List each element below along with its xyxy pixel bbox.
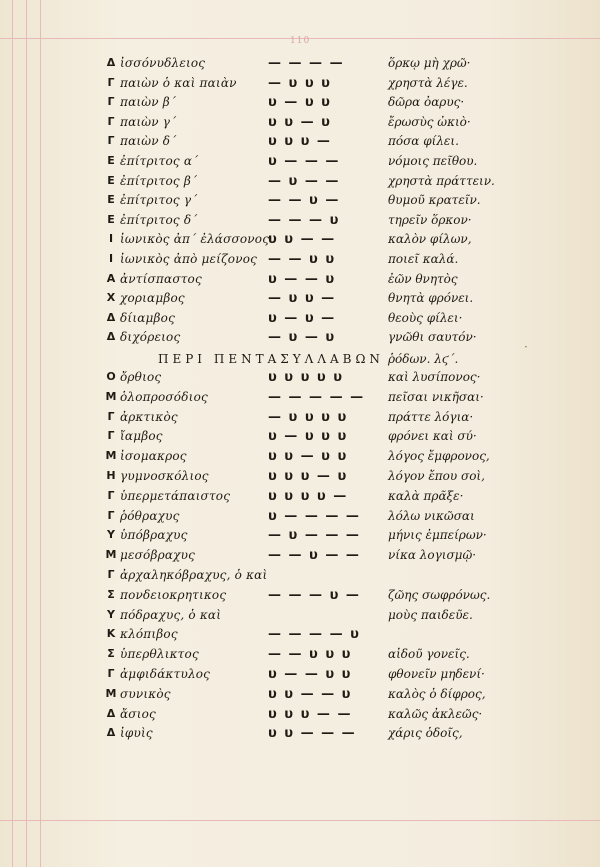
meter-pattern: — — υ — — bbox=[268, 548, 361, 564]
table-row bbox=[0, 568, 600, 588]
row-label: Ι bbox=[108, 232, 114, 246]
meter-name: ἀρχαληκόβραχυς, ὁ καὶ bbox=[120, 568, 268, 582]
section-heading-example: ῥόδων. λϛ΄. bbox=[388, 352, 459, 366]
row-label: Γ bbox=[107, 429, 115, 443]
meter-pattern: υ υ — — bbox=[268, 232, 336, 248]
meter-pattern: υ — — — bbox=[268, 154, 340, 169]
meter-name: ὁλοπροσόδιος bbox=[120, 389, 208, 404]
table-row bbox=[0, 272, 600, 292]
meter-name: ἀμφιδάκτυλος bbox=[120, 667, 211, 681]
row-label: Ο bbox=[106, 370, 116, 383]
meter-pattern: υ υ υ — υ bbox=[268, 469, 348, 484]
example-phrase: ἔρωσὺς ὠκιὸ· bbox=[388, 114, 471, 129]
example-phrase: φρόνει καὶ σύ· bbox=[388, 429, 477, 444]
example-phrase: καλὸν φίλων, bbox=[388, 232, 472, 247]
meter-name: κλόπιβος bbox=[120, 627, 178, 642]
meter-pattern: — υ — υ bbox=[268, 330, 336, 346]
meter-name: συνικὸς bbox=[120, 686, 171, 701]
meter-name: ἐπίτριτος γ΄ bbox=[120, 193, 198, 208]
table-row bbox=[0, 489, 600, 509]
table-row bbox=[0, 252, 600, 272]
meter-pattern: υ υ υ — — bbox=[268, 706, 352, 722]
row-label: Υ bbox=[107, 528, 115, 542]
meter-pattern: υ υ — υ bbox=[268, 114, 332, 130]
example-phrase: ζῶης σωφρόνως. bbox=[388, 587, 491, 602]
meter-name: ἐπίτριτος δ΄ bbox=[120, 212, 198, 227]
example-phrase: καλῶς ἀκλεῶς· bbox=[388, 706, 483, 721]
meter-name: ὑπερθλικτος bbox=[120, 647, 199, 662]
row-label: Δ bbox=[106, 330, 116, 344]
meter-name: ἰφυὶς bbox=[120, 726, 153, 741]
row-label: Γ bbox=[107, 134, 115, 148]
row-label: Δ bbox=[106, 726, 116, 740]
row-label: Ε bbox=[107, 173, 115, 187]
meter-pattern: — — υ υ υ bbox=[268, 647, 352, 663]
meter-pattern: — — — — bbox=[268, 56, 345, 71]
row-label: Η bbox=[106, 469, 116, 482]
example-phrase: πράττε λόγια· bbox=[388, 409, 474, 424]
row-label: Μ bbox=[105, 389, 117, 403]
example-phrase: πόσα φίλει. bbox=[388, 134, 459, 149]
table-row bbox=[0, 687, 600, 707]
row-label: Ε bbox=[107, 212, 115, 226]
meter-name: παιὼν β΄ bbox=[120, 95, 177, 110]
table-row bbox=[0, 449, 600, 469]
meter-name: ἰσομακρος bbox=[120, 449, 187, 464]
stray-dot: · bbox=[524, 340, 528, 354]
table-row bbox=[0, 232, 600, 252]
row-label: Δ bbox=[106, 56, 116, 69]
meter-pattern: υ — — υ υ bbox=[268, 667, 352, 682]
table-row bbox=[0, 667, 600, 687]
table-row bbox=[0, 311, 600, 331]
meter-pattern: υ — υ — bbox=[268, 310, 336, 326]
table-row bbox=[0, 707, 600, 727]
example-phrase: λόλω νικῶσαι bbox=[388, 508, 475, 523]
row-label: Γ bbox=[107, 508, 115, 522]
meter-pattern: — υ υ υ bbox=[268, 75, 332, 91]
meter-pattern: υ — υ υ υ bbox=[268, 429, 348, 445]
example-phrase: λόγος ἔμφρονος, bbox=[388, 449, 490, 464]
example-phrase: πεῖσαι νικῆσαι· bbox=[388, 389, 484, 404]
meter-name: ἐπίτριτος β΄ bbox=[120, 173, 198, 188]
table-row bbox=[0, 193, 600, 213]
example-phrase: φθονεῖν μηδενί· bbox=[388, 667, 485, 681]
table-row bbox=[0, 76, 600, 96]
meter-pattern: — — — υ bbox=[268, 212, 340, 228]
row-label: Κ bbox=[106, 627, 116, 641]
table-row bbox=[0, 390, 600, 410]
meter-name: ὑπόβραχυς bbox=[120, 528, 188, 543]
row-label: Μ bbox=[105, 686, 117, 700]
example-phrase: τηρεῖν ὅρκον· bbox=[388, 212, 472, 227]
example-phrase: καλὰ πρᾶξε· bbox=[388, 488, 464, 503]
example-phrase: λόγον ἔπου σοὶ, bbox=[388, 469, 485, 483]
table-row bbox=[0, 588, 600, 608]
meter-name: ὑπερμετάπαιστος bbox=[120, 488, 231, 503]
meter-name: ἰωνικὸς ἀπὸ μείζονος bbox=[120, 252, 258, 266]
meter-pattern: — — υ υ bbox=[268, 252, 336, 267]
table-row bbox=[0, 95, 600, 115]
example-phrase: ἐῶν θνητὸς bbox=[388, 271, 458, 286]
row-label: Γ bbox=[107, 75, 115, 89]
table-row bbox=[0, 509, 600, 529]
meter-name: διχόρειος bbox=[120, 330, 181, 345]
row-label: Γ bbox=[107, 95, 115, 109]
footer-rule bbox=[0, 820, 600, 821]
example-phrase: νόμοις πεῖθου. bbox=[388, 154, 478, 168]
row-label: Ι bbox=[108, 252, 114, 265]
meter-pattern: — υ — — — bbox=[268, 528, 361, 544]
table-row bbox=[0, 469, 600, 489]
meter-pattern: υ υ υ — bbox=[268, 134, 332, 150]
table-row bbox=[0, 528, 600, 548]
table-row bbox=[0, 330, 600, 350]
section-heading: ΠΕΡΙ ΠΕΝΤΑΣΥΛΛΑΒΩΝ bbox=[158, 352, 384, 366]
example-phrase: χρηστὰ πράττειν. bbox=[388, 173, 495, 188]
meter-pattern: — — υ — bbox=[268, 193, 340, 209]
example-phrase: θεοὺς φίλει· bbox=[388, 310, 463, 325]
table-row bbox=[0, 726, 600, 746]
meter-pattern: υ υ υ υ — bbox=[268, 488, 348, 504]
table-row bbox=[0, 410, 600, 430]
example-phrase: χρηστὰ λέγε. bbox=[388, 75, 468, 90]
row-label: Υ bbox=[107, 607, 115, 621]
example-phrase: χάρις ὁδοῖς, bbox=[388, 726, 463, 741]
example-phrase: μήνις ἐμπείρων· bbox=[388, 528, 487, 543]
meter-pattern: — υ υ υ υ bbox=[268, 409, 348, 425]
table-row bbox=[0, 647, 600, 667]
row-label: Μ bbox=[105, 548, 117, 562]
row-label: Γ bbox=[107, 568, 115, 581]
meter-name: παιὼν γ΄ bbox=[120, 114, 177, 129]
row-label: Μ bbox=[105, 449, 117, 463]
meter-pattern: υ — — υ bbox=[268, 271, 336, 287]
table-row bbox=[0, 370, 600, 390]
meter-name: ἀντίσπαστος bbox=[120, 271, 202, 286]
table-row bbox=[0, 548, 600, 568]
meter-pattern: υ υ — υ υ bbox=[268, 449, 348, 465]
example-phrase: θνητὰ φρόνει. bbox=[388, 291, 474, 306]
meter-name: πονδειοκρητικος bbox=[120, 587, 227, 602]
meter-pattern: υ υ υ υ υ bbox=[268, 370, 344, 385]
table-row bbox=[0, 429, 600, 449]
meter-name: ῥόθραχυς bbox=[120, 508, 180, 523]
meter-name: μεσόβραχυς bbox=[120, 548, 196, 563]
example-phrase: μοὺς παιδεῦε. bbox=[388, 607, 473, 622]
meter-name: δίιαμβος bbox=[120, 310, 176, 325]
row-label: Χ bbox=[106, 291, 116, 305]
meter-name: γυμνοσκόλιος bbox=[120, 469, 209, 483]
row-label: Δ bbox=[106, 310, 116, 324]
row-label: Α bbox=[106, 271, 116, 285]
example-phrase: γνῶθι σαυτόν· bbox=[388, 330, 477, 345]
row-label: Ε bbox=[107, 154, 115, 167]
meter-name: ἰωνικὸς ἀπ΄ ἐλάσσονος bbox=[120, 232, 270, 247]
meter-name: ἐπίτριτος α΄ bbox=[120, 154, 199, 168]
meter-name: ἰσσόνυδλειος bbox=[120, 56, 206, 70]
example-phrase: νίκα λογισμῷ· bbox=[388, 548, 477, 563]
row-label: Γ bbox=[107, 409, 115, 423]
meter-name: ὄρθιος bbox=[120, 370, 162, 384]
row-label: Γ bbox=[107, 114, 115, 128]
table-row bbox=[0, 291, 600, 311]
meter-name: παιὼν δ΄ bbox=[120, 134, 177, 149]
row-label: Δ bbox=[106, 706, 116, 720]
meter-name: ἄσιος bbox=[120, 706, 156, 721]
meter-pattern: — — — — υ bbox=[268, 627, 361, 643]
meter-pattern: — υ υ — bbox=[268, 291, 336, 307]
example-phrase: θυμοῦ κρατεῖν. bbox=[388, 193, 481, 208]
table-row bbox=[0, 213, 600, 233]
meter-pattern: — — — — — bbox=[268, 389, 365, 405]
meter-pattern: — υ — — bbox=[268, 173, 340, 189]
row-label: Σ bbox=[107, 587, 115, 601]
example-phrase: αἰδοῦ γονεῖς. bbox=[388, 647, 470, 662]
row-label: Γ bbox=[107, 488, 115, 502]
example-phrase: ποιεῖ καλά. bbox=[388, 252, 459, 266]
meter-pattern: υ — — — — bbox=[268, 508, 361, 524]
meter-name: ἴαμβος bbox=[120, 429, 163, 444]
table-row bbox=[0, 154, 600, 174]
row-label: Γ bbox=[107, 667, 115, 680]
example-phrase: καλὸς ὁ δίφρος, bbox=[388, 686, 486, 701]
row-label: Ε bbox=[107, 193, 115, 207]
example-phrase: καὶ λυσίπονος· bbox=[388, 370, 481, 384]
example-phrase: δῶρα ὀαρυς· bbox=[388, 95, 465, 110]
table-row bbox=[0, 174, 600, 194]
meter-name: παιὼν ὁ καὶ παιὰν bbox=[120, 75, 237, 90]
meter-name: χοριαμβος bbox=[120, 291, 185, 306]
meter-name: ἀρκτικὸς bbox=[120, 409, 178, 424]
meter-pattern: υ υ — — — bbox=[268, 726, 357, 742]
meter-name: πόδραχυς, ὁ καὶ bbox=[120, 607, 222, 622]
page-number: 110 bbox=[290, 36, 311, 46]
table-row bbox=[0, 115, 600, 135]
table-row bbox=[0, 608, 600, 628]
table-row bbox=[0, 134, 600, 154]
meter-pattern: υ — υ υ bbox=[268, 95, 332, 111]
meter-pattern: υ υ — — υ bbox=[268, 686, 352, 702]
table-row bbox=[0, 56, 600, 76]
example-phrase: ὅρκῳ μὴ χρῶ· bbox=[388, 56, 471, 70]
table-row bbox=[0, 627, 600, 647]
row-label: Σ bbox=[107, 647, 115, 661]
meter-pattern: — — — υ — bbox=[268, 587, 361, 603]
